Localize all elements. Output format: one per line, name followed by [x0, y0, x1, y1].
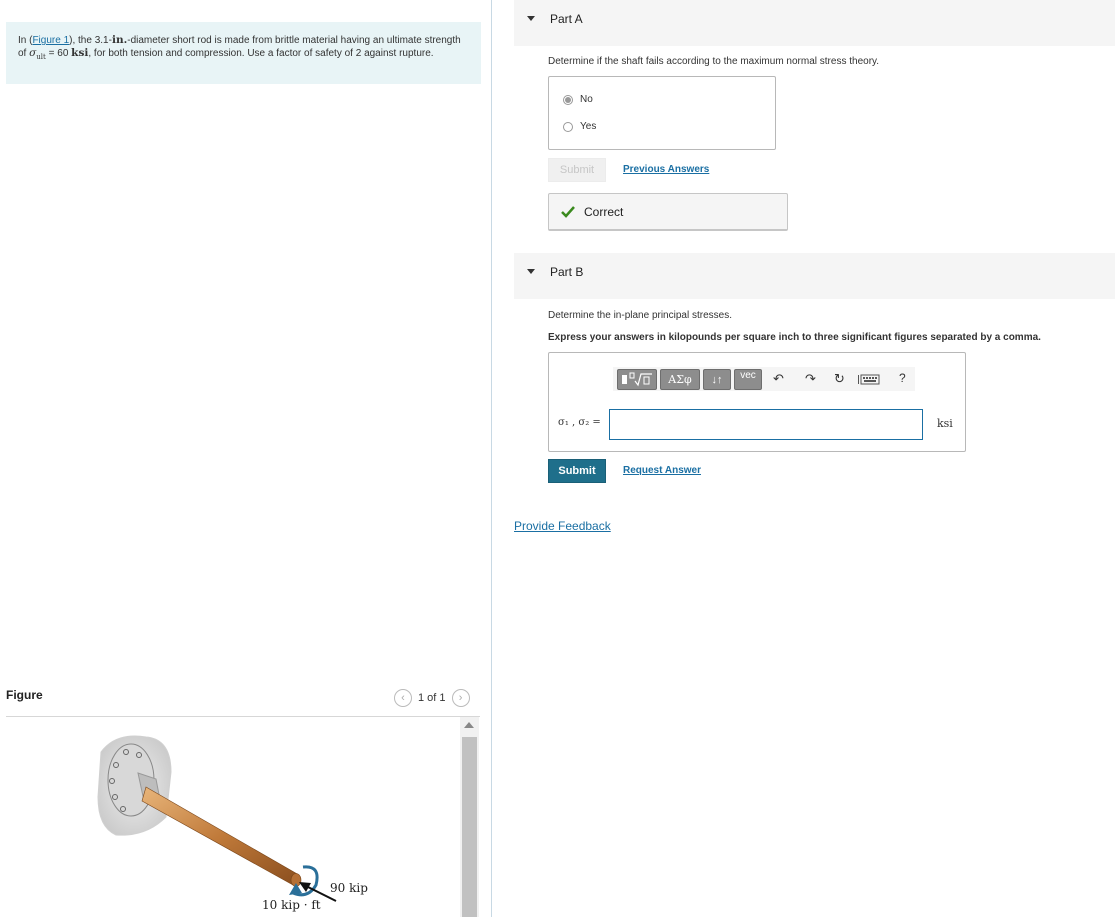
- column-divider: [491, 0, 492, 917]
- choice-no[interactable]: [563, 94, 593, 105]
- vector-button[interactable]: vec: [734, 369, 762, 390]
- answer-choices: [548, 76, 776, 150]
- template-button[interactable]: [617, 369, 657, 390]
- rod-illustration: [6, 717, 458, 917]
- part-a-prompt: Determine if the shaft fails according to the maximum normal stress theory.: [548, 56, 880, 67]
- part-b-title: Part B: [550, 265, 584, 279]
- figure-label: Figure: [6, 688, 43, 702]
- feedback-text: Correct: [584, 205, 624, 219]
- chevron-left-icon[interactable]: ‹: [394, 689, 412, 707]
- sigma-subscript: ult: [36, 53, 46, 61]
- part-b-submit-button[interactable]: Submit: [548, 459, 606, 483]
- caret-down-icon: [527, 269, 535, 274]
- caret-down-icon: [527, 16, 535, 21]
- answer-unit: ksi: [937, 417, 953, 430]
- figure-navigation: [394, 689, 470, 707]
- scroll-up-icon[interactable]: [464, 722, 474, 728]
- part-a-submit-button[interactable]: Submit: [548, 158, 606, 182]
- answer-input[interactable]: [609, 409, 923, 440]
- answer-label: σ₁ , σ₂ =: [558, 417, 601, 428]
- templates-icon: [620, 372, 654, 387]
- part-a-title: Part A: [550, 12, 583, 26]
- provide-feedback-link[interactable]: Provide Feedback: [514, 519, 611, 533]
- greek-symbols-button[interactable]: ΑΣφ: [660, 369, 700, 390]
- scroll-thumb[interactable]: [462, 737, 477, 917]
- math-toolbar: [613, 367, 915, 391]
- problem-text-3: = 60: [45, 48, 72, 59]
- figure-image: [6, 717, 458, 917]
- problem-text-4: , for both tension and compression. Use a factor of safety of 2 against rupture.: [88, 48, 434, 59]
- keyboard-icon[interactable]: [858, 374, 880, 385]
- figure-scrollbar[interactable]: [460, 717, 479, 917]
- rod: [142, 787, 299, 885]
- axial-load-label: 90 kip: [330, 881, 368, 895]
- radio-yes[interactable]: [563, 122, 573, 132]
- answer-area: [548, 352, 966, 452]
- feedback-correct: [548, 193, 788, 231]
- chevron-right-icon[interactable]: ›: [452, 689, 470, 707]
- request-answer-link[interactable]: Request Answer: [623, 465, 701, 476]
- problem-text-2: -diameter short rod is made from brittle material having an ultimate strength of: [18, 35, 461, 59]
- part-b-header[interactable]: [514, 253, 1115, 299]
- previous-answers-link[interactable]: Previous Answers: [623, 164, 710, 175]
- part-b-prompt: Determine the in-plane principal stresses.: [548, 310, 732, 321]
- unit-in: in.: [111, 34, 128, 46]
- problem-statement: [6, 22, 481, 84]
- problem-text-1: ), the 3.1-: [69, 35, 112, 46]
- subscript-superscript-button[interactable]: ↓↑: [703, 369, 731, 390]
- choice-yes[interactable]: [563, 121, 596, 132]
- unit-ksi: ksi: [71, 47, 89, 59]
- torque-load-label: 10 kip · ft: [262, 898, 321, 912]
- choice-yes-label: Yes: [580, 121, 597, 132]
- figure-count: 1 of 1: [418, 692, 446, 704]
- choice-no-label: No: [580, 94, 593, 105]
- part-b-instruction: Express your answers in kilopounds per square inch to three significant figures separated by a comma.: [548, 332, 1041, 343]
- reset-icon[interactable]: ↻: [834, 371, 845, 386]
- redo-icon[interactable]: ↷: [805, 371, 816, 386]
- sigma-symbol: σ: [29, 47, 37, 59]
- problem-intro: In (: [18, 35, 33, 46]
- radio-no[interactable]: [563, 95, 573, 105]
- undo-icon[interactable]: ↶: [773, 371, 784, 386]
- checkmark-icon: [561, 206, 575, 218]
- figure-link[interactable]: Figure 1: [32, 35, 70, 46]
- part-a-header[interactable]: [514, 0, 1115, 46]
- help-icon[interactable]: ?: [899, 371, 906, 385]
